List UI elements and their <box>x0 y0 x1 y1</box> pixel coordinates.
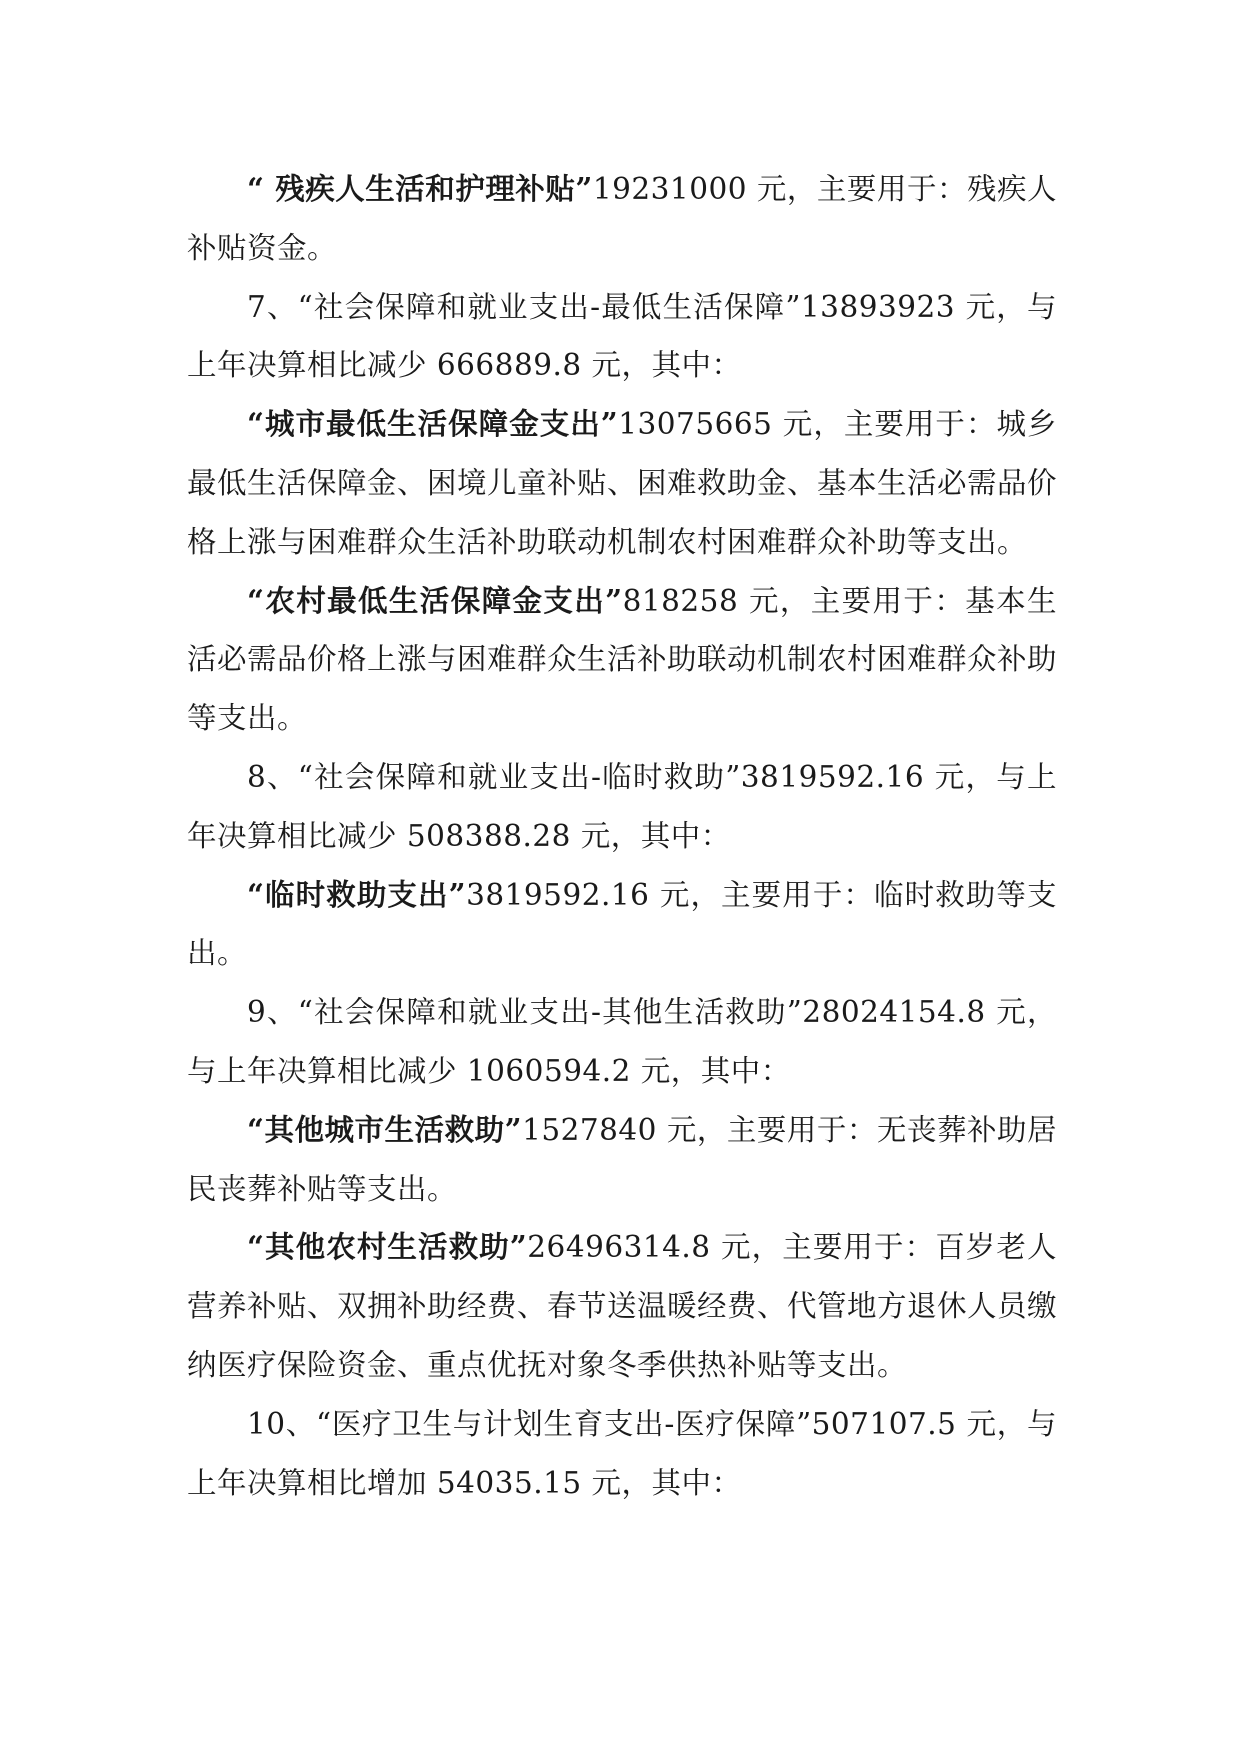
paragraph-text: 7、“社会保障和就业支出-最低生活保障”13893923 元，与上年决算相比减少 666889.8 元，其中： <box>187 289 1057 383</box>
paragraph-text: 818258 元，主要用于：基本生活必需品价格上涨与困难群众生活补助联动机制农村困难群众补助等支出。 <box>187 583 1058 736</box>
paragraph-heading: “城市最低生活保障金支出” <box>247 406 619 442</box>
paragraph-other-rural-relief <box>187 1218 1057 1394</box>
paragraph-text: 9、“社会保障和就业支出-其他生活救助”28024154.8 元，与上年决算相比减少 1060594.2 元，其中： <box>187 995 1057 1088</box>
paragraph-heading: “临时救助支出” <box>247 876 467 912</box>
paragraph-other-urban-relief <box>187 1101 1057 1219</box>
paragraph-text: 3819592.16 元，主要用于：临时救助等支出。 <box>187 877 1057 971</box>
paragraph-urban-minimum-living <box>187 395 1057 571</box>
paragraph-text: 13075665 元，主要用于：城乡最低生活保障金、困境儿童补贴、困难救助金、基本生活必需品价格上涨与困难群众生活补助联动机制农村困难群众补助等支出。 <box>187 407 1058 559</box>
paragraph-heading: “其他农村生活救助” <box>247 1229 528 1265</box>
paragraph-text: 8、“社会保障和就业支出-临时救助”3819592.16 元，与上年决算相比减少 508388.28 元，其中： <box>187 759 1057 853</box>
paragraph-item-10 <box>187 1395 1057 1513</box>
paragraph-item-7 <box>187 278 1057 396</box>
paragraph-item-8 <box>187 748 1057 866</box>
paragraph-text: 26496314.8 元，主要用于：百岁老人营养补贴、双拥补助经费、春节送温暖经费、代管地方退休人员缴纳医疗保险资金、重点优抚对象冬季供热补贴等支出。 <box>187 1230 1058 1382</box>
paragraph-temporary-relief <box>187 866 1057 984</box>
paragraph-disability-subsidy <box>187 160 1057 278</box>
paragraph-heading: “ 残疾人生活和护理补贴” <box>247 171 593 206</box>
document-body <box>187 160 1057 1512</box>
paragraph-text: 19231000 元，主要用于：残疾人补贴资金。 <box>187 172 1057 265</box>
paragraph-item-9 <box>187 983 1057 1101</box>
paragraph-heading: “其他城市生活救助” <box>247 1111 523 1147</box>
paragraph-heading: “农村最低生活保障金支出” <box>247 582 623 618</box>
paragraph-text: 1527840 元，主要用于：无丧葬补助居民丧葬补贴等支出。 <box>187 1112 1057 1206</box>
paragraph-rural-minimum-living <box>187 572 1057 748</box>
paragraph-text: 10、“医疗卫生与计划生育支出-医疗保障”507107.5 元，与上年决算相比增加 54035.15 元，其中： <box>187 1406 1057 1500</box>
